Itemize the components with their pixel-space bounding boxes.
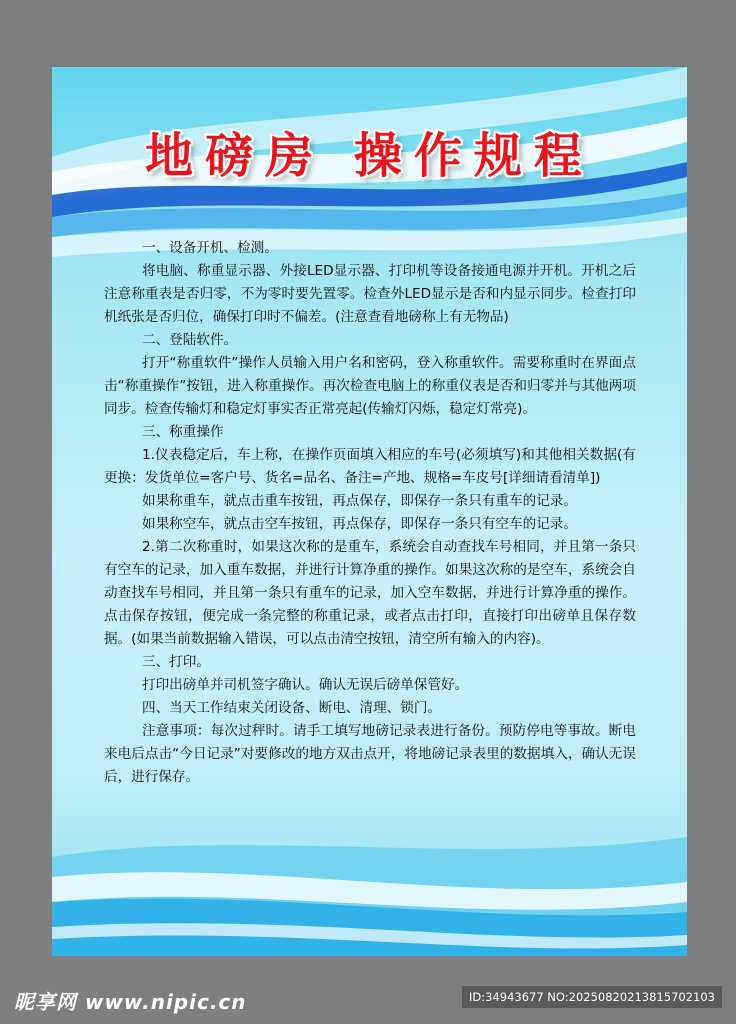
image-id-label: ID:34943677 NO:20250820213815702103 <box>462 986 722 1008</box>
section-heading: 一、设备开机、检测。 <box>142 240 278 256</box>
paragraph: 如果称空车，就点击空车按钮，再点保存，即保存一条只有空车的记录。 <box>142 516 577 532</box>
paragraph: 如果称重车，就点击重车按钮，再点保存，即保存一条只有重车的记录。 <box>142 493 577 509</box>
paragraph: 打印出磅单并司机签字确认。确认无误后磅单保管好。 <box>142 677 469 693</box>
paragraph: 将电脑、称重显示器、外接LED显示器、打印机等设备接通电源并开机。开机之后注意称重表是否归零，不为零时要先置零。检查外LED显示是否和内显示同步。检查打印机纸张是否归位，确保打印时不偏差。(注意查看地磅称上有无物品) <box>104 263 636 325</box>
section-heading: 四、当天工作结束关闭设备、断电、清理、锁门。 <box>142 700 442 716</box>
page-title: 地磅房 操作规程 <box>145 128 594 184</box>
paragraph: 打开“称重软件”操作人员输入用户名和密码，登入称重软件。需要称重时在界面点击“称重操作”按钮，进入称重操作。再次检查电脑上的称重仪表是否和归零并与其他两项同步。检查传输灯和稳定灯事实否正常亮起(传输灯闪烁，稳定灯常亮)。 <box>104 355 636 417</box>
poster <box>52 67 687 956</box>
watermark-logo: 昵享网 www.nipic.cn <box>14 990 247 1014</box>
section-heading: 二、登陆软件。 <box>142 332 238 348</box>
paragraph: 注意事项：每次过秤时。请手工填写地磅记录表进行备份。预防停电等事故。断电来电后点击“今日记录”对要修改的地方双击点开，将地磅记录表里的数据填入，确认无误后，进行保存。 <box>104 723 636 785</box>
paragraph: 2.第二次称重时，如果这次称的是重车，系统会自动查找车号相同，并且第一条只有空车的记录，加入重车数据，并进行计算净重的操作。如果这次称的是空车，系统会自动查找车号相同，并且第一条只有重车的记录，加入空车数据，并进行计算净重的操作。点击保存按钮，便完成一条完整的称重记录，或者点击打印，直接打印出磅单且保存数据。(如果当前数据输入错误，可以点击清空按钮，清空所有输入的内容)。 <box>104 539 636 647</box>
section-heading: 三、称重操作 <box>142 424 224 440</box>
procedure-body <box>104 237 636 789</box>
section-heading: 三、打印。 <box>142 654 210 670</box>
paragraph: 1.仪表稳定后，车上称，在操作页面填入相应的车号(必须填写)和其他相关数据(有更换：发货单位=客户号、货名=品名、备注=产地、规格=车皮号[详细请看清单]) <box>104 447 636 486</box>
